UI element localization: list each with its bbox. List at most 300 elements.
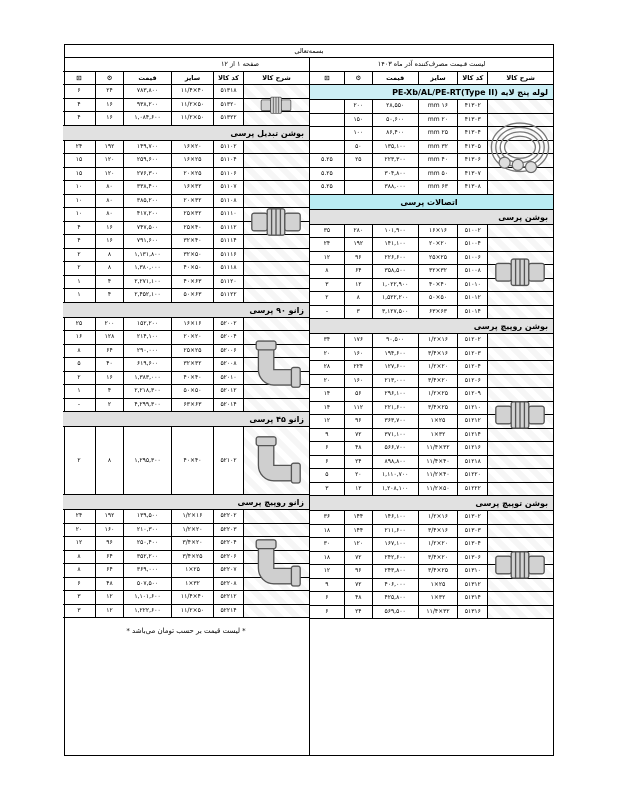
price-cell: ۲۱۱,۶۰۰ bbox=[372, 525, 418, 538]
carton-qty-cell: ۱۲ bbox=[323, 417, 331, 424]
price-cell: ۲۱۳,۰۰۰ bbox=[372, 375, 418, 388]
carton-qty-cell: ۲۰ bbox=[323, 376, 331, 384]
price-cell: ۱۴۶,۱۰۰ bbox=[372, 511, 418, 524]
header-code: کد کالا bbox=[213, 72, 243, 85]
pack-qty-cell: ۴۸ bbox=[95, 578, 123, 591]
size-cell: ۲۵×۱/۲ bbox=[418, 388, 458, 401]
pack-qty-cell: ۶۴ bbox=[95, 345, 123, 358]
carton-qty-cell: ۲ bbox=[77, 264, 81, 271]
size-cell: ۵۰×۵۰ bbox=[171, 385, 213, 398]
carton-qty-cell: ۱۰ bbox=[75, 196, 83, 204]
code-cell: ۴۱۳۰۸ bbox=[457, 181, 487, 194]
size-cell: ۱۶×۱/۲ bbox=[418, 511, 458, 524]
size-cell: ۲۰×۲۰ bbox=[418, 238, 458, 251]
pack-qty-cell: ۶۴ bbox=[344, 265, 372, 278]
pack-qty-cell: ۸ bbox=[344, 292, 372, 305]
header-price: قیمت bbox=[372, 72, 418, 85]
pack-qty-cell: ۹۶ bbox=[344, 565, 372, 578]
code-cell: ۵۲۰۱۴ bbox=[213, 399, 243, 412]
coupling-illustration bbox=[487, 511, 553, 619]
carton-qty-cell: ۴ bbox=[77, 100, 81, 108]
size-cell: ۴۰×۴۰ bbox=[418, 279, 458, 292]
carton-qty-cell: ۴ bbox=[77, 114, 81, 121]
code-cell: ۵۱۰۱۲ bbox=[457, 292, 487, 305]
size-cell: ۲۰×۱/۲ bbox=[418, 361, 458, 374]
pack-qty-cell: ۴۸ bbox=[344, 592, 372, 605]
pack-qty-cell: ۴۸ bbox=[344, 442, 372, 455]
code-cell: ۴۱۳۰۲ bbox=[457, 100, 487, 113]
code-cell: ۵۲۰۱۲ bbox=[213, 385, 243, 398]
price-cell: ۴,۲۹۹,۳۰۰ bbox=[123, 399, 171, 412]
carton-qty-cell bbox=[310, 100, 344, 113]
product-image bbox=[243, 318, 309, 413]
price-cell: ۷۸۳,۸۰۰ bbox=[123, 85, 171, 98]
carton-qty-cell: ۲ bbox=[77, 457, 81, 464]
size-cell: ۲۵×۱ bbox=[171, 564, 213, 577]
code-cell: ۵۱۲۲۲ bbox=[457, 483, 487, 496]
price-cell: ۹۰,۵۰۰ bbox=[372, 334, 418, 347]
pack-qty-cell: ۱۱۲ bbox=[344, 402, 372, 415]
pack-qty-cell: ۶۴ bbox=[95, 564, 123, 577]
code-cell: ۵۱۰۰۲ bbox=[457, 225, 487, 238]
code-cell: ۵۲۲۱۴ bbox=[213, 605, 243, 618]
pack-qty-cell: ۲۴ bbox=[344, 606, 372, 619]
section-title: زانو ۹۰ پرسی bbox=[63, 303, 309, 318]
carton-qty-cell: ۳۴ bbox=[323, 336, 331, 343]
price-cell: ۲,۲۷۱,۱۰۰ bbox=[123, 276, 171, 289]
pack-qty-cell: ۹۶ bbox=[95, 537, 123, 550]
product-image bbox=[243, 141, 309, 303]
price-cell: ۱۴۹,۷۰۰ bbox=[123, 141, 171, 154]
carton-qty-cell: ۳۰ bbox=[323, 540, 331, 547]
carton-qty-cell: ۶ bbox=[77, 87, 81, 94]
size-cell: ۱۶×۱/۲ bbox=[418, 334, 458, 347]
code-cell: ۴۱۳۰۷ bbox=[457, 168, 487, 181]
list-title bbox=[310, 58, 553, 72]
price-cell: ۴۰۶,۰۰۰ bbox=[372, 579, 418, 592]
price-cell: ۷۹۱,۶۰۰ bbox=[123, 235, 171, 248]
carton-icon: ⊡ bbox=[76, 73, 82, 82]
size-cell: ۵۰×۱۱/۲ bbox=[171, 99, 213, 112]
carton-qty-cell: ۲ bbox=[77, 373, 81, 381]
pipe-illustration bbox=[487, 100, 553, 195]
price-cell: ۱۳۹,۵۰۰ bbox=[123, 510, 171, 523]
pack-qty-cell: ۱۲ bbox=[95, 605, 123, 618]
price-cell: ۱۶۷,۱۰۰ bbox=[372, 538, 418, 551]
pack-qty-cell: ۱۷۶ bbox=[344, 334, 372, 347]
code-cell: ۵۱۰۰۸ bbox=[457, 265, 487, 278]
price-cell: ۱,۰۲۲,۹۰۰ bbox=[372, 279, 418, 292]
carton-qty-cell: ۵.۲۵ bbox=[321, 169, 333, 177]
price-cell: ۳۳۸,۴۰۰ bbox=[123, 181, 171, 194]
carton-qty-cell: ۱ bbox=[77, 387, 81, 394]
price-cell: ۱۰۱,۹۰۰ bbox=[372, 225, 418, 238]
size-cell: ۳۲×۱ bbox=[418, 429, 458, 442]
section-title: بوشن پرسی bbox=[310, 210, 553, 225]
size-cell: ۳۲×۱۱/۴ bbox=[418, 442, 458, 455]
carton-qty-cell: ۱۵ bbox=[75, 156, 83, 163]
price-cell: ۱۲۷,۶۰۰ bbox=[372, 361, 418, 374]
carton-qty-cell: ۸ bbox=[325, 267, 329, 274]
product-image bbox=[243, 85, 309, 126]
carton-qty-cell: ۶ bbox=[77, 579, 81, 587]
section-title: زانو ۴۵ پرسی bbox=[63, 412, 309, 427]
size-cell: ۲۵×۱۶ bbox=[171, 154, 213, 167]
elbow-illustration bbox=[243, 318, 309, 413]
size-cell: ۴۰×۴۰ bbox=[171, 427, 213, 494]
size-cell: ۲۵×۳/۴ bbox=[418, 402, 458, 415]
pack-qty-cell: ۱۲۰ bbox=[95, 168, 123, 181]
code-cell: ۵۲۲۰۴ bbox=[213, 537, 243, 550]
code-cell: ۵۲۰۰۲ bbox=[213, 318, 243, 331]
pack-qty-cell: ۱۲ bbox=[344, 279, 372, 292]
price-cell: ۲۹۰,۰۰۰ bbox=[123, 345, 171, 358]
box-icon: ⚙ bbox=[344, 72, 372, 85]
size-cell: ۲۰×۳/۴ bbox=[418, 375, 458, 388]
carton-qty-cell: ۹ bbox=[325, 580, 329, 588]
code-cell: ۵۲۲۰۸ bbox=[213, 578, 243, 591]
size-cell: ۳۲×۱۱/۴ bbox=[418, 606, 458, 619]
code-cell: ۵۱۲۰۲ bbox=[457, 334, 487, 347]
code-cell: ۵۱۳۲۲ bbox=[213, 112, 243, 125]
footnote: * لیست قیمت بر حسب تومان می‌باشد * bbox=[126, 627, 246, 635]
size-cell: ۵۰ mm bbox=[418, 168, 458, 181]
price-cell: ۴۱۷,۲۰۰ bbox=[123, 208, 171, 221]
pack-qty-cell: ۷۲ bbox=[344, 429, 372, 442]
carton-qty-cell: ۳ bbox=[325, 484, 329, 492]
price-list-page bbox=[64, 44, 554, 756]
carton-qty-cell: ۱۵ bbox=[75, 169, 83, 177]
page-header-title: بسمه‌تعالی bbox=[65, 45, 553, 58]
carton-qty-cell: ۳ bbox=[77, 606, 81, 614]
code-cell: ۵۱۱۱۶ bbox=[213, 249, 243, 262]
price-cell: ۶۱۹,۶۰۰ bbox=[123, 358, 171, 371]
carton-qty-cell: ۶ bbox=[325, 607, 329, 615]
code-cell: ۴۱۳۰۴ bbox=[457, 127, 487, 140]
pack-qty-cell: ۱۶۰ bbox=[95, 524, 123, 537]
size-cell: ۱۶×۱/۲ bbox=[171, 510, 213, 523]
right-column bbox=[309, 58, 553, 756]
pack-qty-cell: ۸۰ bbox=[95, 208, 123, 221]
size-cell: ۶۳×۶۳ bbox=[171, 399, 213, 412]
size-cell: ۲۵×۱ bbox=[418, 579, 458, 592]
coupling-illustration bbox=[243, 85, 309, 126]
pack-qty-cell: ۶۴ bbox=[95, 551, 123, 564]
size-cell: ۶۳×۴۰ bbox=[171, 276, 213, 289]
code-cell: ۵۱۰۰۴ bbox=[457, 238, 487, 251]
code-cell: ۵۱۰۱۴ bbox=[457, 306, 487, 319]
pack-qty-cell bbox=[344, 168, 372, 181]
price-cell: ۲۲۳,۳۰۰ bbox=[372, 154, 418, 167]
carton-qty-cell: ۹ bbox=[325, 430, 329, 438]
size-cell: ۵۰×۱۱/۲ bbox=[171, 112, 213, 125]
pack-qty-cell: ۲۰ bbox=[344, 469, 372, 482]
price-cell: ۲۷۶,۳۰۰ bbox=[123, 168, 171, 181]
code-cell: ۴۱۳۰۵ bbox=[457, 141, 487, 154]
carton-qty-cell: ۱۲ bbox=[75, 539, 83, 546]
code-cell: ۴۱۳۰۳ bbox=[457, 114, 487, 127]
carton-qty-cell: ۸ bbox=[77, 552, 81, 560]
code-cell: ۵۱۲۱۶ bbox=[457, 442, 487, 455]
carton-qty-cell: ۵ bbox=[325, 471, 329, 478]
price-cell: ۵۰۷,۵۰۰ bbox=[123, 578, 171, 591]
size-cell: ۵۰×۱۱/۲ bbox=[171, 605, 213, 618]
size-cell: ۵۰×۳۲ bbox=[171, 249, 213, 262]
header-code: کد کالا bbox=[457, 72, 487, 85]
size-cell: ۲۰×۳/۴ bbox=[171, 537, 213, 550]
code-cell: ۵۱۳۱۸ bbox=[213, 85, 243, 98]
code-cell: ۵۱۲۱۸ bbox=[457, 456, 487, 469]
code-cell: ۵۱۱۱۴ bbox=[213, 235, 243, 248]
pack-qty-cell: ۱۲۸ bbox=[95, 331, 123, 344]
code-cell: ۵۱۱۰۲ bbox=[213, 141, 243, 154]
pack-qty-cell: ۲۴ bbox=[344, 456, 372, 469]
size-cell: ۲۰×۲۰ bbox=[171, 331, 213, 344]
carton-qty-cell: ۳۶ bbox=[323, 513, 331, 520]
pack-qty-cell: ۱۴۴ bbox=[344, 511, 372, 524]
price-cell: ۲۴۲,۶۰۰ bbox=[372, 552, 418, 565]
size-cell: ۱۶×۳/۴ bbox=[418, 525, 458, 538]
pack-qty-cell: ۷۲ bbox=[344, 579, 372, 592]
carton-qty-cell: - bbox=[77, 400, 81, 408]
price-cell: ۲,۴۵۲,۱۰۰ bbox=[123, 289, 171, 302]
size-cell: ۲۵×۲۵ bbox=[171, 345, 213, 358]
carton-qty-cell: ۸ bbox=[77, 566, 81, 573]
product-image bbox=[487, 334, 553, 496]
size-cell: ۳۲×۲۵ bbox=[171, 208, 213, 221]
size-cell: ۲۰×۱۶ bbox=[171, 141, 213, 154]
pack-qty-cell: ۱۰۰ bbox=[344, 127, 372, 140]
section-title: اتصالات پرسی bbox=[310, 195, 553, 210]
size-cell: ۲۵×۲۵ bbox=[418, 252, 458, 265]
pack-qty-cell: ۴ bbox=[95, 276, 123, 289]
code-cell: ۵۲۰۰۶ bbox=[213, 345, 243, 358]
code-cell: ۵۱۳۱۲ bbox=[457, 579, 487, 592]
price-cell: ۱,۲۲۲,۶۰۰ bbox=[123, 605, 171, 618]
price-cell: ۱,۲۰۸,۱۰۰ bbox=[372, 483, 418, 496]
header-price: قیمت bbox=[123, 72, 171, 85]
size-cell: ۳۲×۳۲ bbox=[171, 358, 213, 371]
carton-qty-cell: ۱۲ bbox=[323, 253, 331, 261]
code-cell: ۵۱۲۰۴ bbox=[457, 361, 487, 374]
price-cell: ۳۵۲,۲۰۰ bbox=[123, 551, 171, 564]
carton-qty-cell: ۳۵ bbox=[323, 226, 331, 234]
carton-qty-cell: ۴ bbox=[77, 237, 81, 244]
elbow-illustration bbox=[243, 427, 309, 495]
size-cell: ۱۶×۱۶ bbox=[418, 225, 458, 238]
product-image bbox=[243, 510, 309, 618]
price-cell: ۵۰,۶۰۰ bbox=[372, 114, 418, 127]
carton-qty-cell: ۱۸ bbox=[323, 553, 331, 561]
code-cell: ۵۱۳۰۲ bbox=[457, 511, 487, 524]
price-cell: ۱,۱۱۰,۷۰۰ bbox=[372, 469, 418, 482]
code-cell: ۵۲۲۱۲ bbox=[213, 591, 243, 604]
product-image bbox=[487, 100, 553, 195]
size-cell: ۲۰×۱/۲ bbox=[418, 538, 458, 551]
size-cell: ۴۰×۱۱/۴ bbox=[171, 85, 213, 98]
price-cell: ۵۶۶,۷۰۰ bbox=[372, 442, 418, 455]
code-cell: ۵۱۱۱۸ bbox=[213, 262, 243, 275]
price-cell: ۱,۵۲۲,۲۰۰ bbox=[372, 292, 418, 305]
pack-qty-cell: ۸ bbox=[95, 262, 123, 275]
code-cell: ۵۱۱۱۲ bbox=[213, 222, 243, 235]
code-cell: ۵۱۱۱۰ bbox=[213, 208, 243, 221]
pack-qty-cell: ۱۹۲ bbox=[95, 510, 123, 523]
pack-qty-cell: ۱۹۲ bbox=[95, 141, 123, 154]
page-info-line bbox=[63, 58, 309, 72]
size-cell: ۵۰×۵۰ bbox=[418, 292, 458, 305]
pack-qty-cell: ۱۶ bbox=[95, 222, 123, 235]
size-cell: ۲۰×۳/۴ bbox=[418, 552, 458, 565]
pack-qty-cell: ۲۰۰ bbox=[95, 318, 123, 331]
size-cell: ۳۲×۳۲ bbox=[418, 265, 458, 278]
carton-qty-cell bbox=[310, 127, 344, 140]
left-column bbox=[63, 58, 309, 756]
size-cell: ۱۶ mm bbox=[418, 100, 458, 113]
size-cell: ۴۰×۴۰ bbox=[171, 372, 213, 385]
elbow-illustration bbox=[243, 510, 309, 618]
size-cell: ۵۰×۴۰ bbox=[171, 262, 213, 275]
pack-qty-cell: ۱۵۰ bbox=[344, 114, 372, 127]
section-title: بوشن روپیچ پرسی bbox=[310, 319, 553, 334]
price-cell: ۱۵۲,۲۰۰ bbox=[123, 318, 171, 331]
code-cell: ۵۱۱۲۲ bbox=[213, 289, 243, 302]
size-cell: ۶۳×۶۳ bbox=[418, 306, 458, 319]
price-cell: ۷۴۷,۵۰۰ bbox=[123, 222, 171, 235]
section-title: بوشن توپیچ پرسی bbox=[310, 496, 553, 511]
code-cell: ۵۱۰۰۶ bbox=[457, 252, 487, 265]
size-cell: ۳۲×۱۶ bbox=[171, 181, 213, 194]
pack-qty-cell: ۸ bbox=[95, 249, 123, 262]
size-cell: ۲۰×۱/۲ bbox=[171, 524, 213, 537]
price-cell: ۳۶۹,۰۰۰ bbox=[123, 564, 171, 577]
size-cell: ۳۲ mm bbox=[418, 141, 458, 154]
code-cell: ۵۱۳۱۶ bbox=[457, 606, 487, 619]
price-cell: ۲۸,۵۵۰ bbox=[372, 100, 418, 113]
pack-qty-cell: ۲ bbox=[95, 399, 123, 412]
carton-qty-cell: ۵ bbox=[77, 360, 81, 367]
code-cell: ۵۱۱۰۴ bbox=[213, 154, 243, 167]
code-cell: ۵۱۲۰۹ bbox=[457, 388, 487, 401]
header-name: شرح کالا bbox=[487, 72, 553, 85]
price-cell: ۲۲۱,۶۰۰ bbox=[372, 402, 418, 415]
pack-qty-cell: ۱۶ bbox=[95, 112, 123, 125]
carton-qty-cell: ۶ bbox=[325, 457, 329, 465]
carton-qty-cell: ۲ bbox=[325, 294, 329, 301]
pack-qty-cell: ۳ bbox=[344, 306, 372, 319]
code-cell: ۵۱۲۱۲ bbox=[457, 415, 487, 428]
code-cell: ۵۱۱۰۷ bbox=[213, 181, 243, 194]
price-cell: ۹۳۸,۲۰۰ bbox=[123, 99, 171, 112]
pack-qty-cell: ۱۲۰ bbox=[344, 538, 372, 551]
code-cell: ۵۱۳۱۴ bbox=[457, 592, 487, 605]
pack-qty-cell: ۱۶ bbox=[95, 235, 123, 248]
pack-qty-cell: ۲۲۴ bbox=[344, 361, 372, 374]
price-cell: ۸۹۸,۸۰۰ bbox=[372, 456, 418, 469]
price-cell: ۵۶۹,۵۰۰ bbox=[372, 606, 418, 619]
pack-qty-cell: ۴ bbox=[95, 289, 123, 302]
pack-qty-cell: ۴ bbox=[95, 385, 123, 398]
header-name: شرح کالا bbox=[243, 72, 309, 85]
carton-qty-cell: ۳ bbox=[77, 593, 81, 600]
product-image bbox=[487, 511, 553, 619]
pack-qty-cell: ۸ bbox=[95, 427, 123, 494]
price-cell: ۲۴۳,۸۰۰ bbox=[372, 565, 418, 578]
carton-qty-cell: ۲۵ bbox=[75, 319, 83, 327]
pack-qty-cell: ۲۸۰ bbox=[344, 225, 372, 238]
price-cell: ۳۵۸,۵۰۰ bbox=[372, 265, 418, 278]
size-cell: ۴۰ mm bbox=[418, 154, 458, 167]
code-cell: ۵۱۰۱۰ bbox=[457, 279, 487, 292]
code-cell: ۴۱۳۰۶ bbox=[457, 154, 487, 167]
size-cell: ۲۵×۳/۴ bbox=[171, 551, 213, 564]
size-cell: ۴۰×۳۲ bbox=[171, 235, 213, 248]
price-cell: ۱,۳۸۳,۰۰۰ bbox=[123, 372, 171, 385]
price-cell: ۲۵۰,۴۰۰ bbox=[123, 537, 171, 550]
price-cell: ۲۵۹,۶۰۰ bbox=[123, 154, 171, 167]
price-cell: ۸۶,۴۰۰ bbox=[372, 127, 418, 140]
carton-qty-cell: ۱ bbox=[77, 291, 81, 298]
price-cell: ۲۱۰,۳۰۰ bbox=[123, 524, 171, 537]
price-cell: ۱,۰۸۴,۶۰۰ bbox=[123, 112, 171, 125]
pack-qty-cell: ۵۰ bbox=[344, 141, 372, 154]
carton-qty-cell: ۵.۲۵ bbox=[321, 156, 333, 163]
carton-qty-cell: ۶ bbox=[325, 444, 329, 451]
coupling-illustration bbox=[487, 225, 553, 320]
pack-qty-cell: ۱۲ bbox=[344, 483, 372, 496]
carton-qty-cell: ۲۴ bbox=[75, 142, 83, 150]
carton-qty-cell: ۲۴ bbox=[323, 240, 331, 247]
list-title-text: لیست قـیمت مصرف‌کننده آذر ماه ۱۴۰۳ bbox=[377, 60, 486, 68]
size-cell: ۶۳×۵۰ bbox=[171, 289, 213, 302]
header-size: سایز bbox=[171, 72, 213, 85]
section-title: لوله پنج لایه PE-Xb/AL/PE-RT(Type II) bbox=[310, 85, 553, 100]
size-cell: ۱۶×۳/۴ bbox=[418, 348, 458, 361]
pack-qty-cell: ۱۴۴ bbox=[344, 525, 372, 538]
price-cell: ۱,۱۰۱,۶۰۰ bbox=[123, 591, 171, 604]
code-cell: ۵۱۲۲۰ bbox=[457, 469, 487, 482]
pack-qty-cell: ۱۶۰ bbox=[344, 348, 372, 361]
pack-qty-cell: ۴۰ bbox=[95, 358, 123, 371]
size-cell: ۲۰ mm bbox=[418, 114, 458, 127]
carton-qty-cell: ۱۴ bbox=[323, 403, 331, 411]
carton-qty-cell: ۲ bbox=[77, 250, 81, 258]
size-cell: ۴۰×۱۱/۴ bbox=[171, 591, 213, 604]
price-cell: ۳۷۱,۱۰۰ bbox=[372, 429, 418, 442]
size-cell: ۴۰×۱۱/۲ bbox=[418, 469, 458, 482]
price-cell: ۳۸۸,۰۰۰ bbox=[372, 181, 418, 194]
pack-qty-cell: ۱۶ bbox=[95, 372, 123, 385]
carton-qty-cell: ۳ bbox=[325, 280, 329, 288]
pack-qty-cell: ۵۶ bbox=[344, 388, 372, 401]
box-icon: ⚙ bbox=[95, 72, 123, 85]
carton-qty-cell: ۴ bbox=[77, 223, 81, 231]
header-size: سایز bbox=[418, 72, 458, 85]
page-info: صفحه ۱ از ۱۲ bbox=[220, 60, 260, 68]
size-cell: ۵۰×۱۱/۲ bbox=[418, 483, 458, 496]
size-cell: ۲۵×۲۰ bbox=[171, 168, 213, 181]
code-cell: ۵۲۲۰۳ bbox=[213, 524, 243, 537]
size-cell: ۲۵×۱ bbox=[418, 415, 458, 428]
size-cell: ۳۲×۱ bbox=[171, 578, 213, 591]
carton-qty-cell: ۱ bbox=[77, 277, 81, 285]
carton-qty-cell: ۱۲ bbox=[323, 567, 331, 574]
code-cell: ۵۲۲۰۲ bbox=[213, 510, 243, 523]
code-cell: ۵۱۳۱۰ bbox=[457, 565, 487, 578]
pack-qty-cell: ۱۶ bbox=[95, 99, 123, 112]
code-cell: ۵۲۰۱۰ bbox=[213, 372, 243, 385]
carton-qty-cell: ۱۰ bbox=[75, 183, 83, 190]
